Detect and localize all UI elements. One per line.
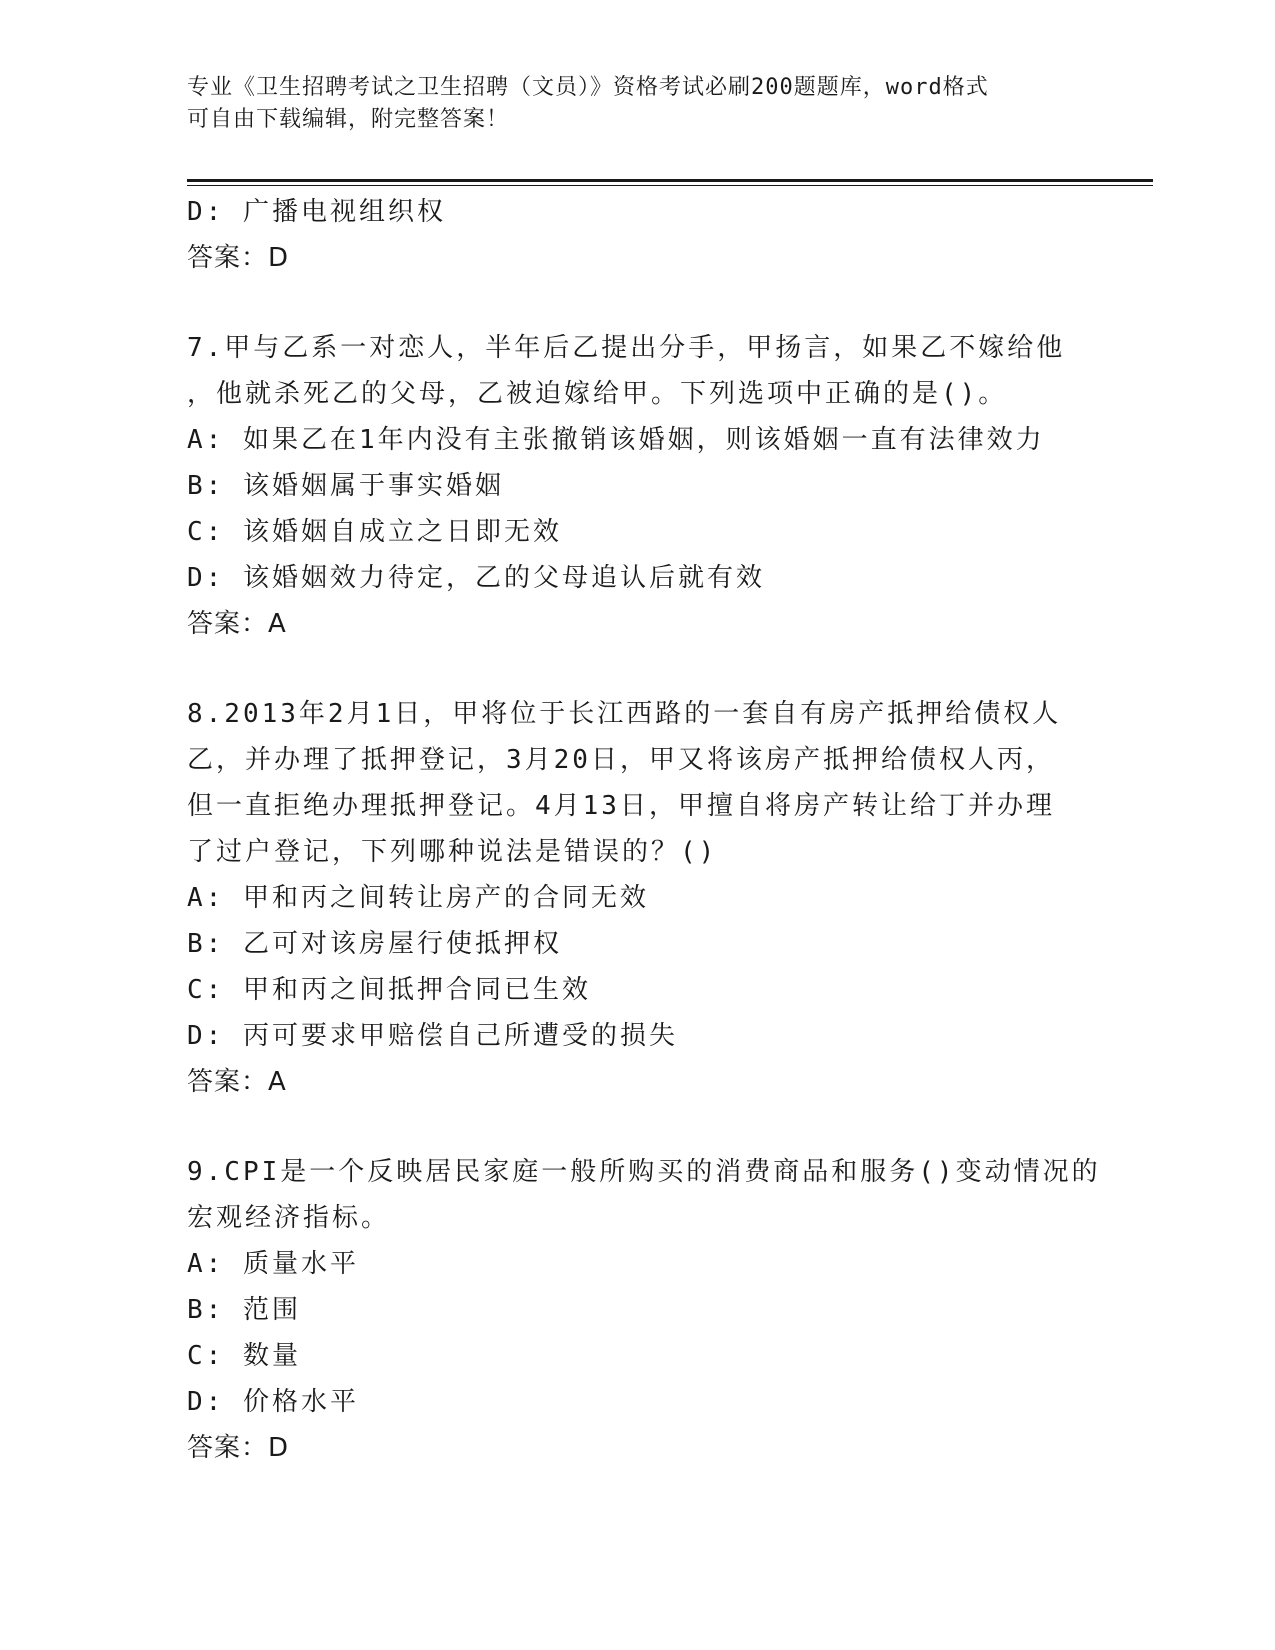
option-b: B: 范围 xyxy=(187,1295,301,1325)
question-9 xyxy=(187,1149,1101,1471)
question-stem: 9.CPI是一个反映居民家庭一般所购买的消费商品和服务()变动情况的 xyxy=(187,1157,1101,1187)
question-6 xyxy=(187,189,1087,281)
question-stem: 但一直拒绝办理抵押登记。4月13日，甲擅自将房产转让给丁并办理 xyxy=(187,791,1055,821)
question-stem: 了过户登记，下列哪种说法是错误的？() xyxy=(187,837,718,867)
option-a: A: 甲和丙之间转让房产的合同无效 xyxy=(187,883,649,913)
question-8 xyxy=(187,691,1087,1105)
option-c: C: 该婚姻自成立之日即无效 xyxy=(187,517,562,547)
answer: 答案：A xyxy=(187,609,287,639)
option-b: B: 乙可对该房屋行使抵押权 xyxy=(187,929,562,959)
option-c: C: 甲和丙之间抵押合同已生效 xyxy=(187,975,591,1005)
question-stem: 8.2013年2月1日，甲将位于长江西路的一套自有房产抵押给债权人 xyxy=(187,699,1062,729)
option-d: D: 广播电视组织权 xyxy=(187,197,446,227)
answer: 答案：A xyxy=(187,1067,287,1097)
question-7 xyxy=(187,325,1087,647)
answer: 答案：D xyxy=(187,1433,290,1463)
header-rule-thick xyxy=(187,179,1153,182)
option-d: D: 价格水平 xyxy=(187,1387,359,1417)
question-stem: ，他就杀死乙的父母，乙被迫嫁给甲。下列选项中正确的是()。 xyxy=(187,379,1008,409)
option-d: D: 丙可要求甲赔偿自己所遭受的损失 xyxy=(187,1021,678,1051)
question-list xyxy=(187,189,1101,1471)
question-stem: 宏观经济指标。 xyxy=(187,1203,391,1233)
spacer xyxy=(187,647,1087,691)
option-d: D: 该婚姻效力待定，乙的父母追认后就有效 xyxy=(187,563,765,593)
document-header xyxy=(187,72,1087,136)
question-stem: 乙，并办理了抵押登记，3月20日，甲又将该房产抵押给债权人丙， xyxy=(187,745,1055,775)
header-line-1: 专业《卫生招聘考试之卫生招聘（文员）》资格考试必刷200题题库，word格式 xyxy=(187,75,989,100)
option-b: B: 该婚姻属于事实婚姻 xyxy=(187,471,504,501)
question-stem: 7.甲与乙系一对恋人，半年后乙提出分手，甲扬言，如果乙不嫁给他 xyxy=(187,333,1066,363)
spacer xyxy=(187,1105,1087,1149)
header-line-2: 可自由下载编辑，附完整答案！ xyxy=(187,107,510,132)
option-a: A: 如果乙在1年内没有主张撤销该婚姻，则该婚姻一直有法律效力 xyxy=(187,425,1045,455)
option-c: C: 数量 xyxy=(187,1341,301,1371)
spacer xyxy=(187,281,1087,325)
header-rule-thin xyxy=(187,185,1153,186)
answer: 答案：D xyxy=(187,243,290,273)
option-a: A: 质量水平 xyxy=(187,1249,359,1279)
